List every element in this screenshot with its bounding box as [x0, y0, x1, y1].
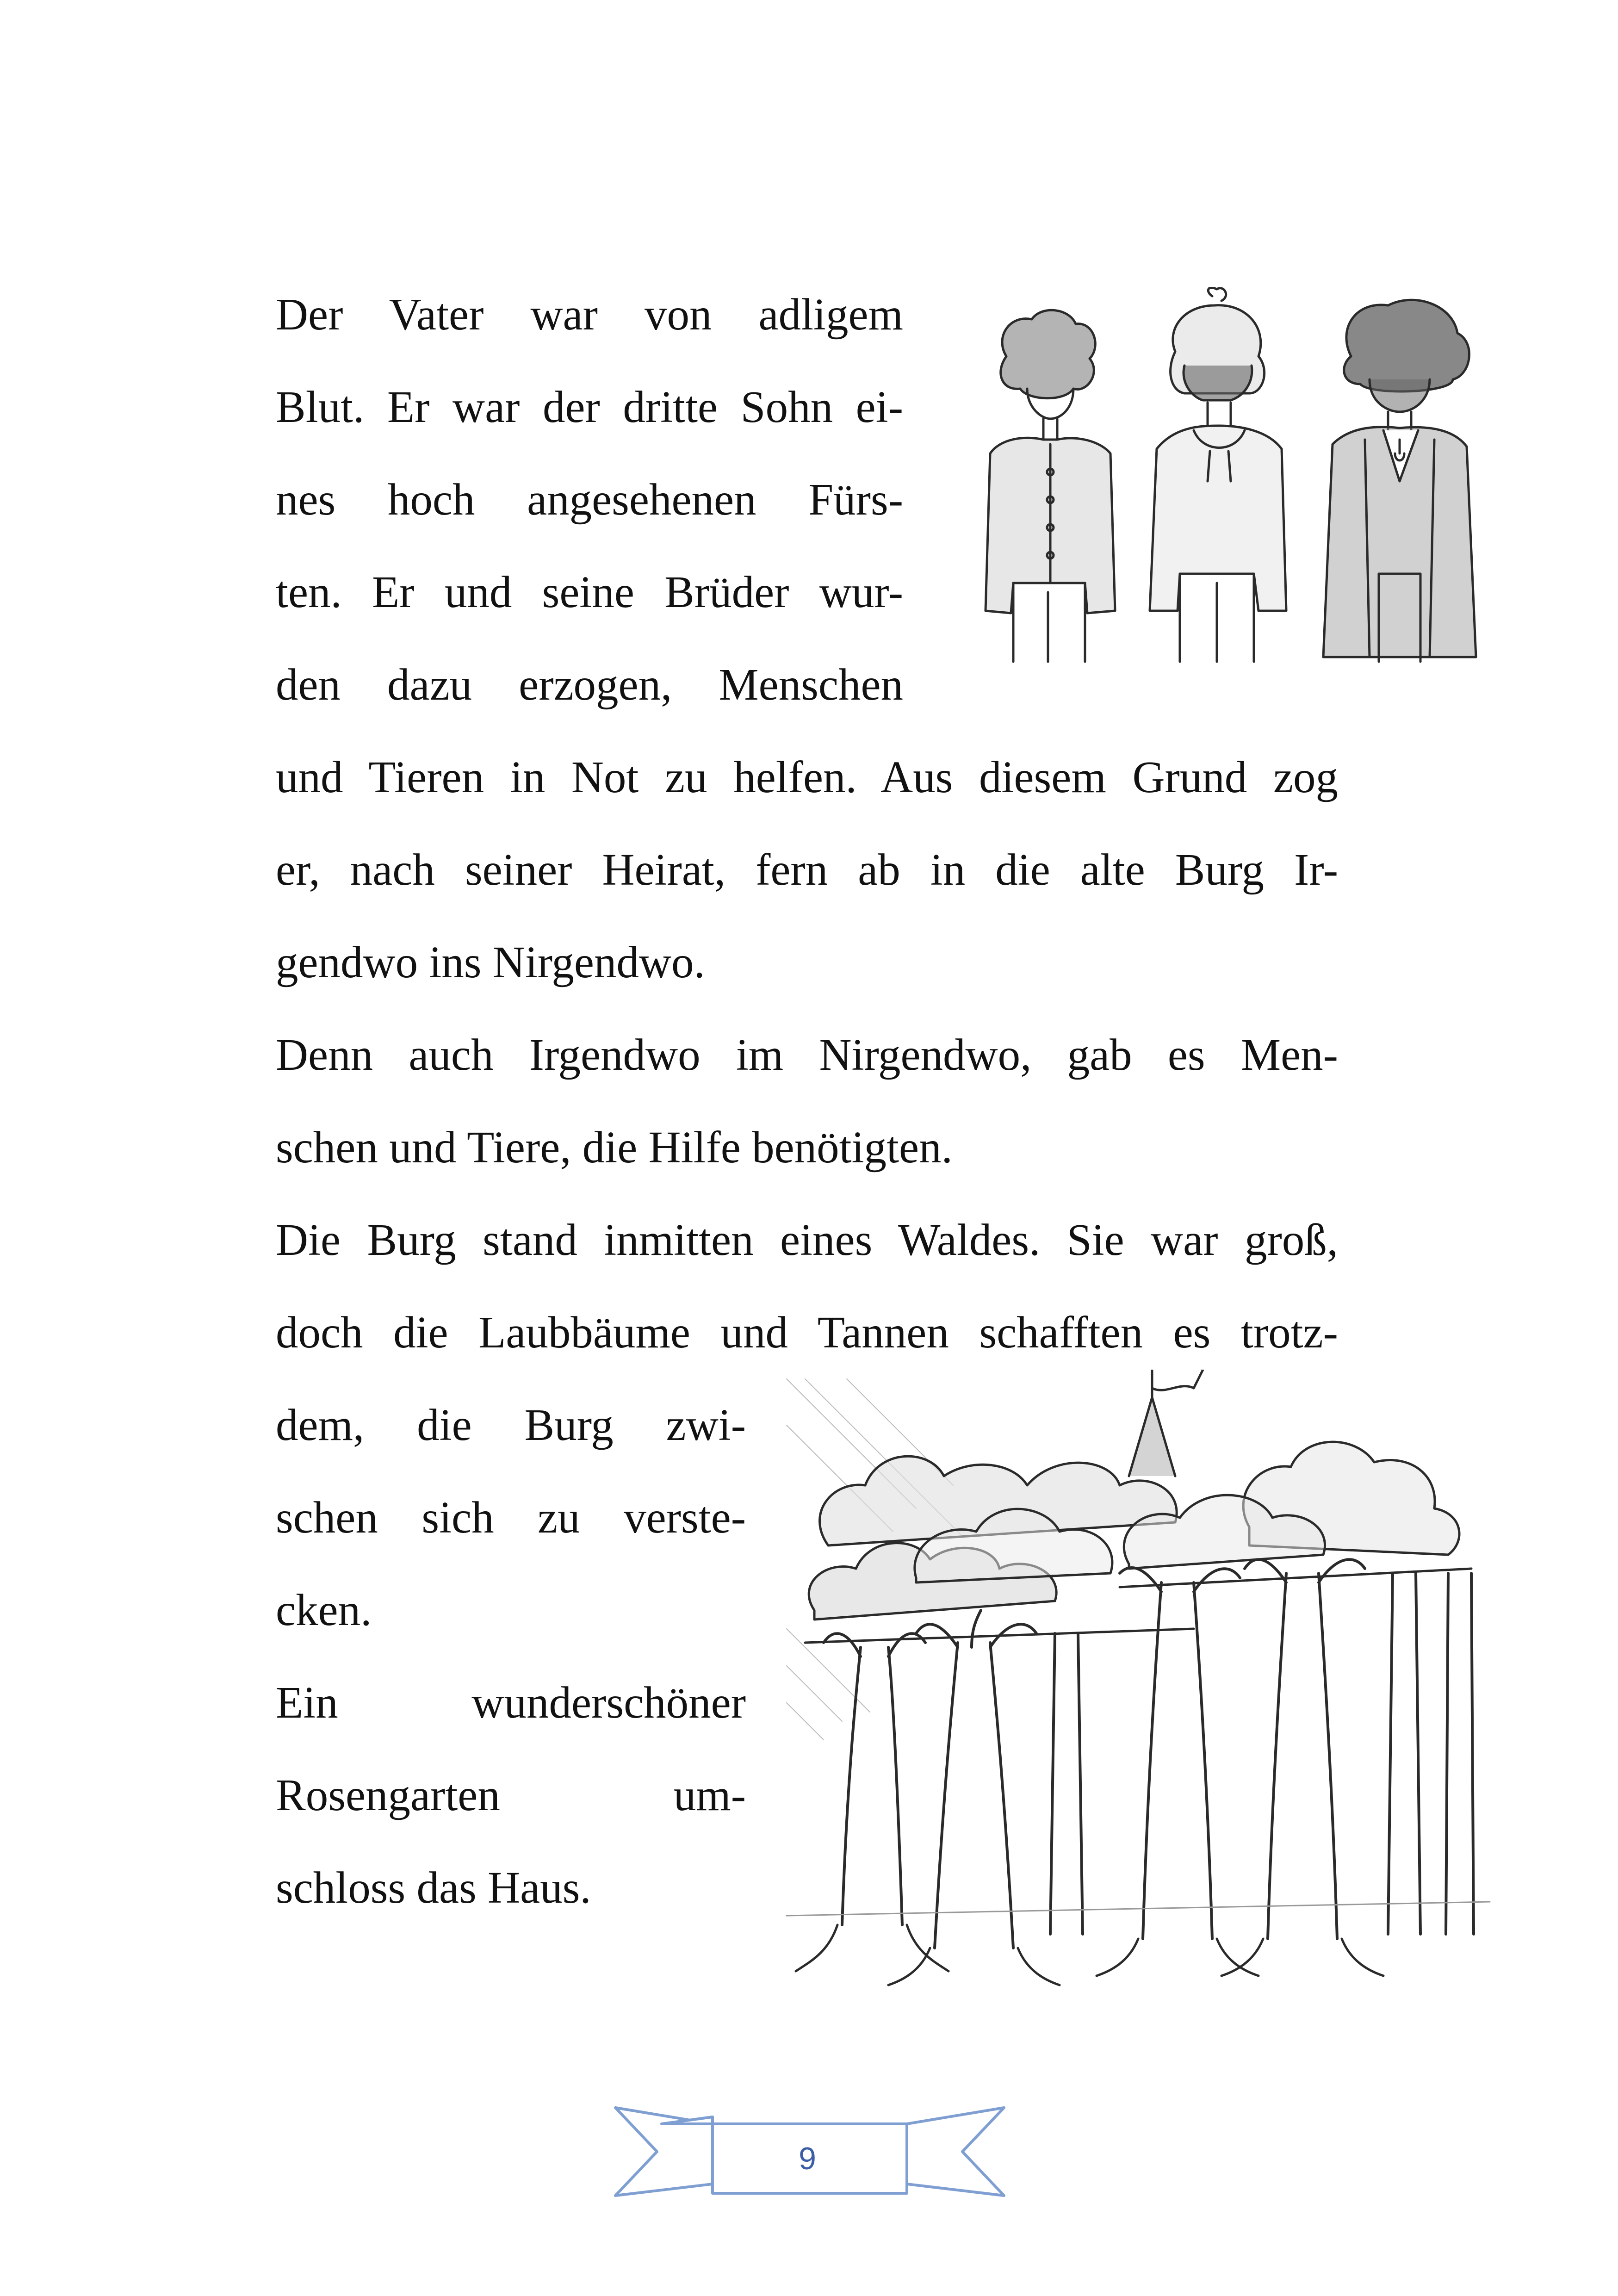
text-line-12: doch die Laubbäume und Tannen schafften es trotz- [276, 1308, 1338, 1357]
forest-castle-sketch-icon [777, 1370, 1499, 2027]
text-line-10: schen und Tiere, die Hilfe benötigten. [276, 1123, 953, 1172]
text-line-1: Der Vater war von adligem [276, 290, 903, 339]
text-line-8: gendwo ins Nirgendwo. [276, 937, 705, 987]
text-line-13: dem, die Burg zwi- [276, 1400, 746, 1450]
brother-three [1323, 300, 1476, 662]
text-line-4: ten. Er und seine Brüder wur- [276, 567, 903, 617]
text-line-6: und Tieren in Not zu helfen. Aus diesem Grund zog [276, 752, 1338, 802]
text-line-2: Blut. Er war der dritte Sohn ei- [276, 382, 903, 432]
text-line-17: Rosengarten um- [276, 1770, 746, 1820]
text-line-11: Die Burg stand inmitten eines Waldes. Sie war groß, [276, 1215, 1338, 1265]
text-line-3: nes hoch angesehenen Fürs- [276, 475, 903, 524]
three-brothers-sketch-icon [962, 287, 1522, 671]
brother-two [1150, 288, 1286, 662]
text-line-15: cken. [276, 1585, 372, 1635]
text-line-7: er, nach seiner Heirat, fern ab in die alte Burg Ir- [276, 845, 1338, 894]
brother-one [986, 310, 1115, 662]
text-line-14: schen sich zu verste- [276, 1493, 746, 1542]
page-number: 9 [799, 2141, 816, 2176]
text-line-16: Ein wunderschöner [276, 1678, 746, 1727]
text-line-5: den dazu erzogen, Menschen [276, 660, 903, 709]
text-line-9: Denn auch Irgendwo im Nirgendwo, gab es Men- [276, 1030, 1338, 1080]
text-line-18: schloss das Haus. [276, 1863, 591, 1912]
